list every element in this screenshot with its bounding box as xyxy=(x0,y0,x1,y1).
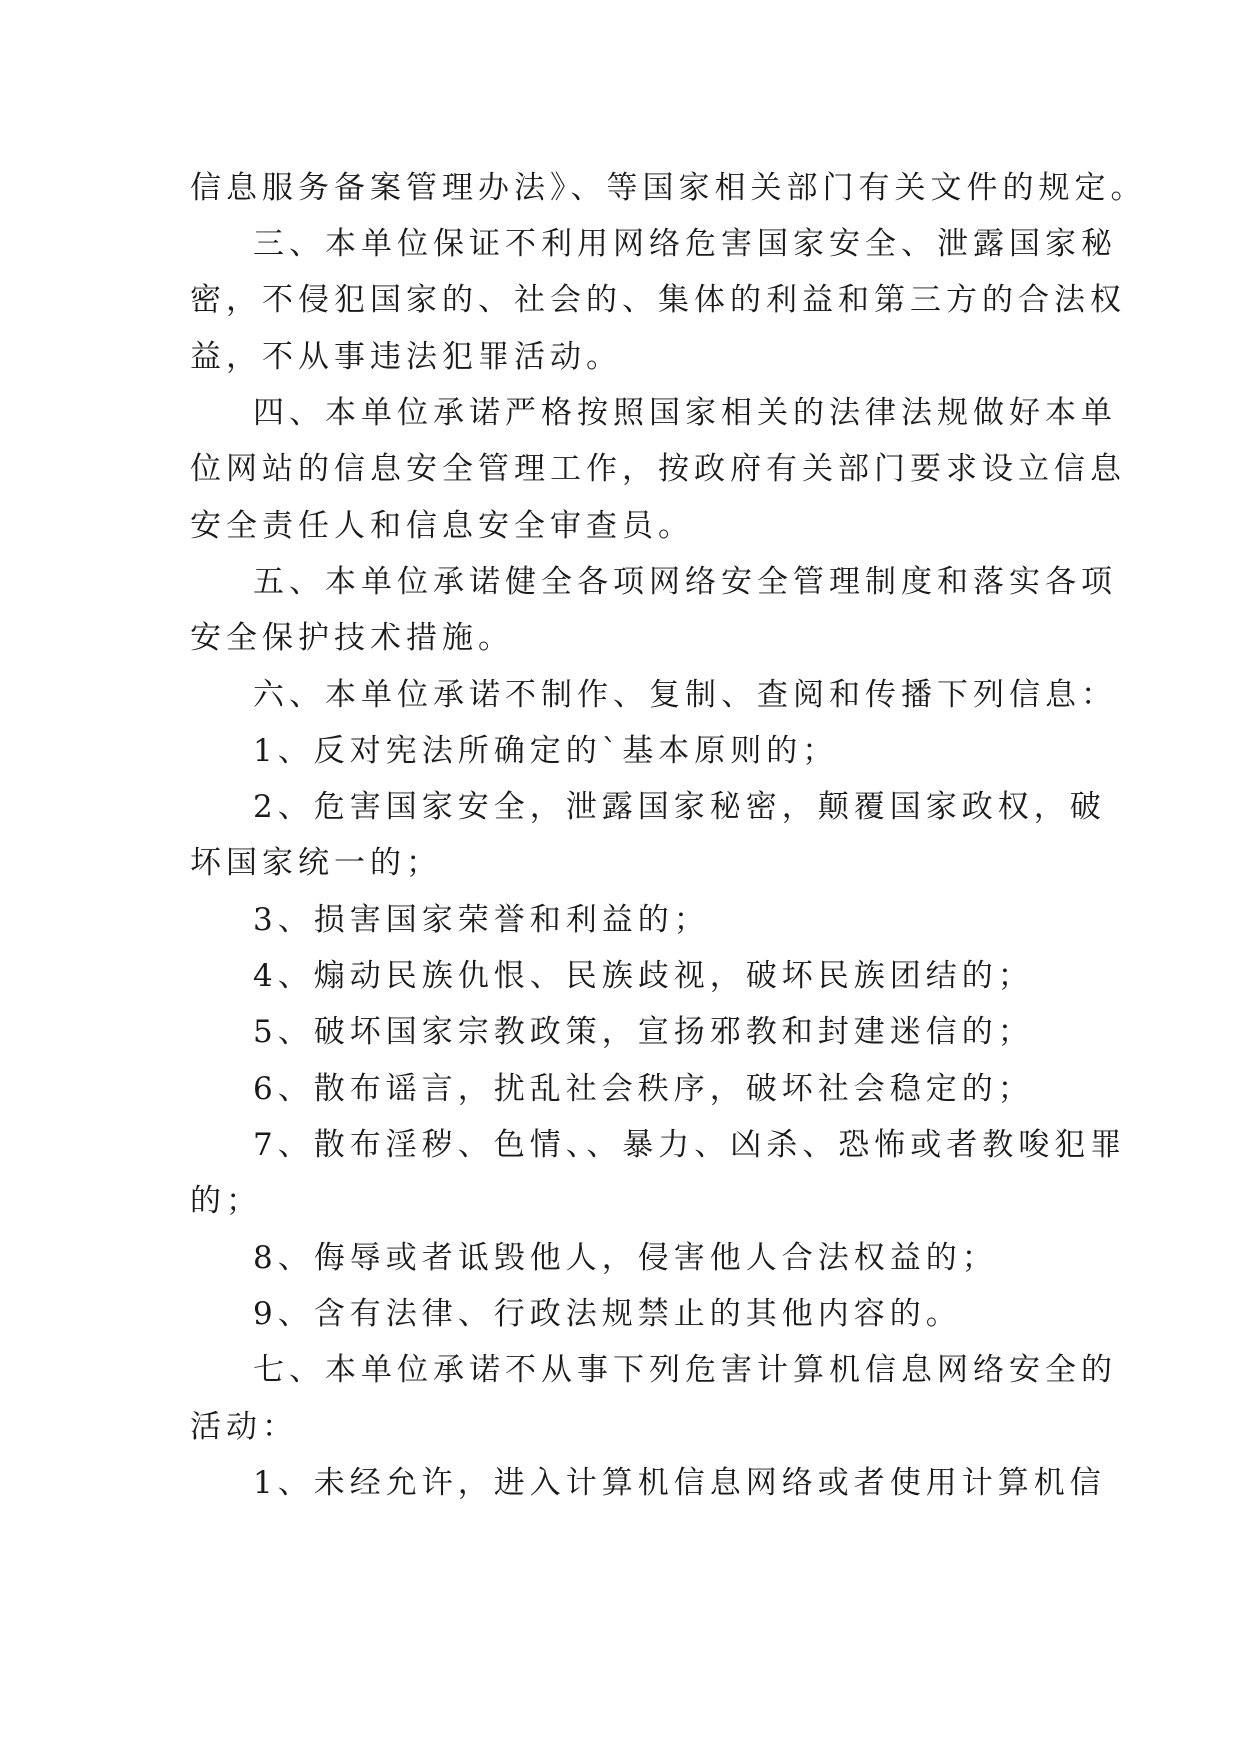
text-line-5: 四、本单位承诺严格按照国家相关的法律法规做好本单 xyxy=(253,395,1117,431)
text-line-10: 六、本单位承诺不制作、复制、查阅和传播下列信息： xyxy=(253,677,1117,713)
text-line-16: 5、破坏国家宗教政策，宣扬邪教和封建迷信的； xyxy=(253,1014,1034,1050)
text-line-4: 益，不从事违法犯罪活动。 xyxy=(190,339,622,375)
text-line-17: 6、散布谣言，扰乱社会秩序，破坏社会稳定的； xyxy=(253,1071,1034,1107)
text-line-18: 7、散布淫秽、色情、、暴力、凶杀、恐怖或者教唆犯罪 xyxy=(253,1127,1127,1163)
text-line-12: 2、危害国家安全，泄露国家秘密，颠覆国家政权，破 xyxy=(253,789,1106,825)
text-line-13: 坏国家统一的； xyxy=(190,845,442,881)
text-line-1: 信息服务备案管理办法》、等国家相关部门有关文件的规定。 xyxy=(190,170,1147,206)
text-line-11: 1、反对宪法所确定的`基本原则的； xyxy=(253,733,839,769)
text-line-9: 安全保护技术措施。 xyxy=(190,620,514,656)
text-line-7: 安全责任人和信息安全审查员。 xyxy=(190,508,694,544)
text-line-15: 4、煽动民族仇恨、民族歧视，破坏民族团结的； xyxy=(253,958,1034,994)
text-line-21: 9、含有法律、行政法规禁止的其他内容的。 xyxy=(253,1296,962,1332)
text-line-20: 8、侮辱或者诋毁他人，侵害他人合法权益的； xyxy=(253,1240,998,1276)
text-line-22: 七、本单位承诺不从事下列危害计算机信息网络安全的 xyxy=(253,1352,1117,1388)
text-line-2: 三、本单位保证不利用网络危害国家安全、泄露国家秘 xyxy=(253,226,1117,262)
text-line-3: 密，不侵犯国家的、社会的、集体的利益和第三方的合法权 xyxy=(190,282,1126,318)
text-line-6: 位网站的信息安全管理工作，按政府有关部门要求设立信息 xyxy=(190,451,1126,487)
text-line-19: 的； xyxy=(190,1183,262,1219)
text-line-23: 活动： xyxy=(190,1409,298,1445)
text-line-24: 1、未经允许，进入计算机信息网络或者使用计算机信 xyxy=(253,1465,1106,1501)
text-line-14: 3、损害国家荣誉和利益的； xyxy=(253,902,710,938)
text-line-8: 五、本单位承诺健全各项网络安全管理制度和落实各项 xyxy=(253,564,1117,600)
